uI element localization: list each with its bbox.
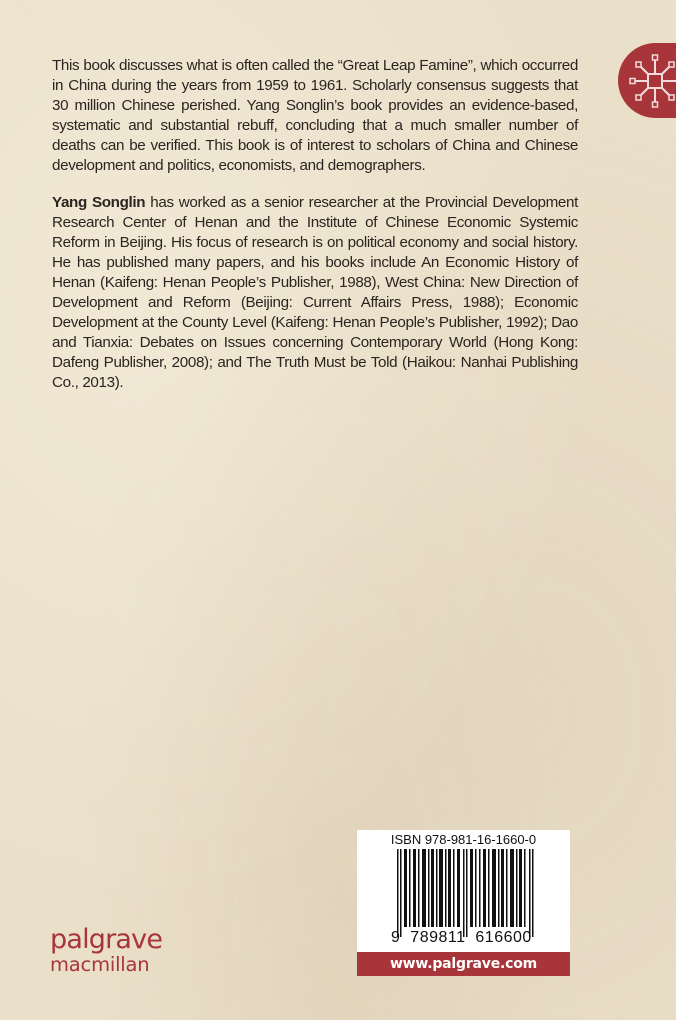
barcode-digits-right: 616600 bbox=[475, 929, 532, 946]
publisher-logo-tab bbox=[618, 43, 676, 118]
barcode-digits bbox=[391, 929, 532, 947]
barcode-digit-lead: 9 bbox=[391, 929, 401, 946]
publisher-url: www.palgrave.com bbox=[357, 952, 570, 976]
author-name: Yang Songlin bbox=[52, 194, 146, 212]
barcode-icon bbox=[397, 849, 535, 937]
publisher-wordmark bbox=[50, 926, 162, 975]
barcode-digits-left: 789811 bbox=[410, 929, 466, 946]
publisher-name-line2: macmillan bbox=[50, 953, 150, 976]
author-bio-text: has worked as a senior researcher at the Provincial Development Research Center of Henan and the Institute of Chinese Economic Systemic Reform in Beijing. His focus of research is on political economy and social history. He has published many papers, and his books include An Economic History of Henan (Kaifeng: Henan People’s Publisher, 1988), West China: New Direction of Development and Reform (Beijing: Current Affairs Press, 1988); Economic Development at the County Level (Kaifeng: Henan People’s Publisher, 1992); Dao and Tianxia: Debates on Issues concerning Contemporary World (Hong Kong: Dafeng Publisher, 2008); and The Truth Must be Told (Haikou: Nanhai Publishing Co., 2013). bbox=[52, 194, 578, 392]
isbn-label: ISBN 978-981-16-1660-0 bbox=[390, 832, 537, 847]
publisher-name-line1: palgrave bbox=[50, 924, 163, 955]
network-node-icon bbox=[626, 53, 676, 109]
isbn-barcode-panel bbox=[357, 830, 570, 976]
author-bio bbox=[52, 193, 578, 393]
book-description: This book discusses what is often called the “Great Leap Famine”, which occurred in China during the years from 1959 to 1961. Scholarly consensus suggests that 30 million Chinese perished. Yang Songlin’s book provides an evidence-based, systematic and substantial rebuff, concluding that a much smaller number of deaths can be verified. This book is of interest to scholars of China and Chinese development and politics, economists, and demographers. bbox=[52, 57, 578, 175]
